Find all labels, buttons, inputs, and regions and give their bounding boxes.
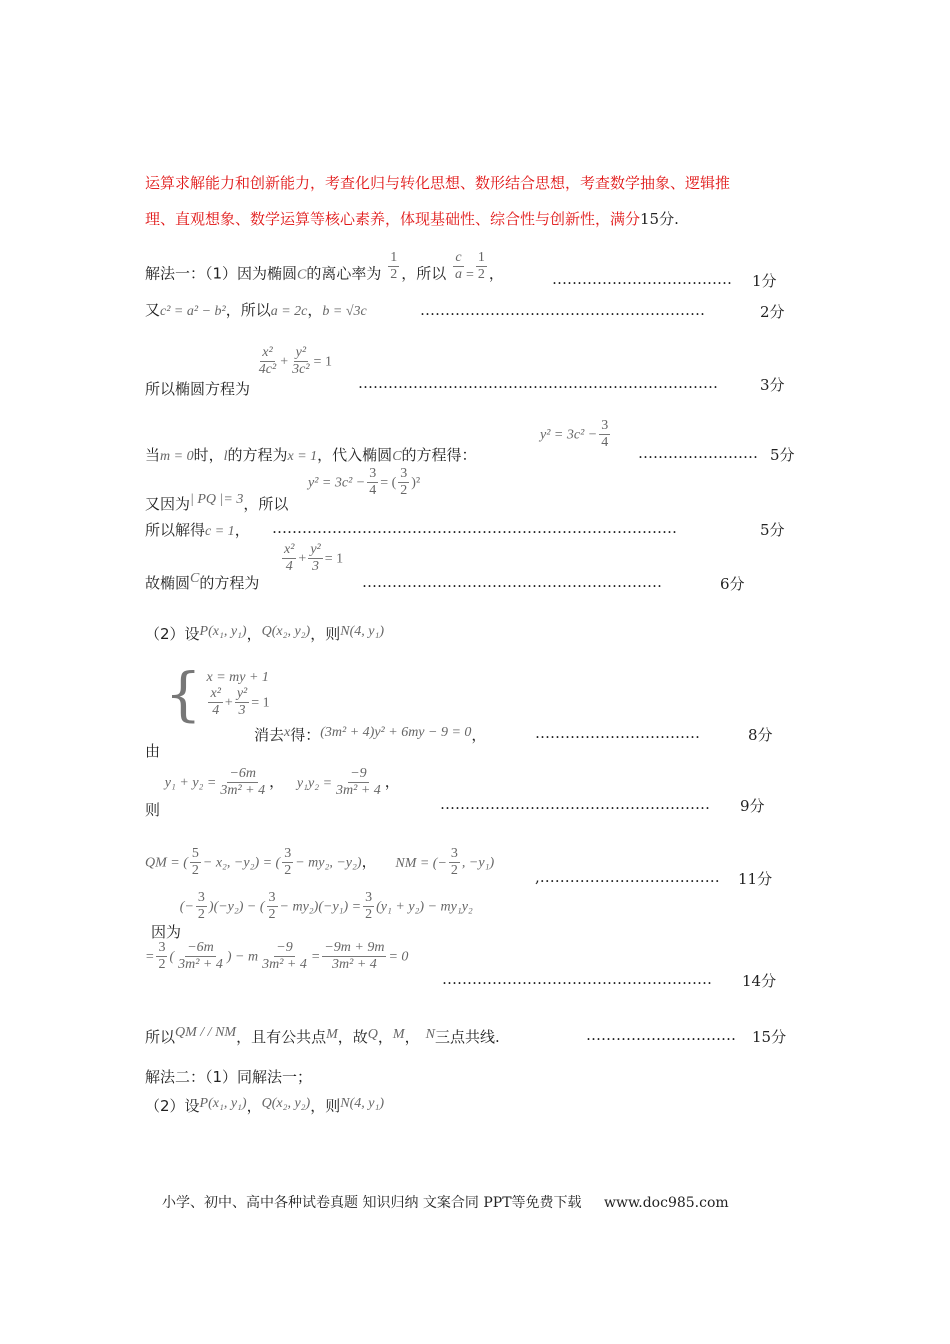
dots-14: ……………………………………………… xyxy=(442,970,712,988)
score-6: 5分 xyxy=(760,521,785,539)
sol1-line-7-eq: $\frac{\text{x²}}{4}$ + $\frac{\text{y²}}{3}$ = 1 xyxy=(284,542,344,574)
sol1-line-5: 又因为| PQ |= 3，所以 xyxy=(145,492,289,513)
part2-vectors: QM = ( $\frac{5}{2}$ − x₂, −y₂) = ( $\frac{3}{2}$ − my₂, −y₂)， NM = (− $\frac{3}{2}$ , −y₁) xyxy=(145,846,495,878)
part2-vieta: 则 y₁ + y₂ = $\frac{-6m}{\text{3m² + 4}}$ ， y₁y₂ = $\frac{-9}{\text{3m² + 4}}$ ， xyxy=(145,766,400,819)
score-1: 1分 xyxy=(752,272,777,290)
sol1-line-4-eq: y² = 3c² − $\frac{3}{4}$ xyxy=(540,418,609,450)
score-7: 6分 xyxy=(720,575,745,593)
intro-line-1: 运算求解能力和创新能力，考查化归与转化思想、数形结合思想，考查数学抽象、逻辑推 xyxy=(145,174,731,192)
dots-4: …………………… xyxy=(638,444,758,462)
part2-because: 因为 (− $\frac{3}{2}$ )(−y₂) − ( $\frac{3}{2}$ − my₂)(−y₁) = $\frac{3}{2}$ (y₁ + y₂) − my₁y₂ xyxy=(151,890,473,941)
sol1-line-7: 故椭圆C的方程为 xyxy=(145,571,260,592)
sol1-line-4: 当m = 0时，l的方程为x = 1，代入椭圆C的方程得： xyxy=(145,446,477,464)
score-8: 8分 xyxy=(748,726,773,744)
score-15: 15分 xyxy=(752,1028,787,1046)
score-4: 5分 xyxy=(770,446,795,464)
part2-eliminate: 消去x得：(3m² + 4)y² + 6my − 9 = 0， xyxy=(254,725,487,744)
sol1-line-3: 所以椭圆方程为 $\frac{\text{x²}}{\text{4c²}}$ + $\frac{\text{y²}}{\text{3c²}}$ = 1 xyxy=(145,345,332,398)
sol2-setup: （2）设P(x₁, y₁)，Q(x₂, y₂)，则N(4, y₁) xyxy=(145,1096,384,1115)
sol1-line-1: 解法一：（1）因为椭圆C的离心率为 $\frac{1}{2}$ ，所以 $\frac{c}{a}$ = $\frac{1}{2}$ ， xyxy=(145,250,504,283)
part2-system: 由 { x = my + 1 $\frac{\text{x²}}{4}$ + $\frac{\text{y²}}{3}$ = 1 xyxy=(145,660,270,760)
footer xyxy=(162,1192,729,1212)
score-9: 9分 xyxy=(740,797,765,815)
score-11: 11分 xyxy=(738,870,773,888)
dots-3: ……………………………………………………………… xyxy=(358,374,718,392)
dots-11: ,……………………………… xyxy=(535,868,720,886)
footer-url[interactable]: www.doc985.com xyxy=(603,1195,729,1211)
sol2-title: 解法二：（1）同解法一； xyxy=(145,1068,313,1086)
sol1-line-6: 所以解得c = 1， xyxy=(145,521,250,539)
dots-15: ………………………… xyxy=(586,1026,736,1044)
part2-compute: = $\frac{3}{2}$ ( $\frac{-6m}{\text{3m² + 4}}$ ) − m $\frac{-9}{\text{3m² + 4}}$ = $\frac{-9m + 9m}{\text{3m² + 4}}$ = 0 xyxy=(145,940,409,972)
dots-2: ………………………………………………… xyxy=(420,301,705,319)
score-14: 14分 xyxy=(742,972,777,990)
dots-9: ……………………………………………… xyxy=(440,795,710,813)
part2-conclusion: 所以QM / / NM，且有公共点M，故Q，M， N三点共线. xyxy=(145,1025,500,1046)
footer-text: 小学、初中、高中各种试卷真题 知识归纳 文案合同 PPT等免费下载 xyxy=(162,1195,582,1211)
score-2: 2分 xyxy=(760,303,785,321)
dots-6: ……………………………………………………………………… xyxy=(272,519,677,537)
sol1-line-2: 又c² = a² − b²，所以a = 2c，b = √3c xyxy=(145,301,367,319)
sol1-line-5-eq: y² = 3c² − $\frac{3}{4}$ = ( $\frac{3}{2}$ )² xyxy=(308,466,421,498)
dots-7: …………………………………………………… xyxy=(362,573,662,591)
score-3: 3分 xyxy=(760,376,785,394)
intro-line-2: 理、直观想象、数学运算等核心素养，体现基础性、综合性与创新性，满分15分. xyxy=(145,210,679,228)
dots-1: ……………………………… xyxy=(552,270,732,288)
part2-setup: （2）设P(x₁, y₁)，Q(x₂, y₂)，则N(4, y₁) xyxy=(145,624,384,643)
dots-8: …………………………… xyxy=(535,724,700,742)
